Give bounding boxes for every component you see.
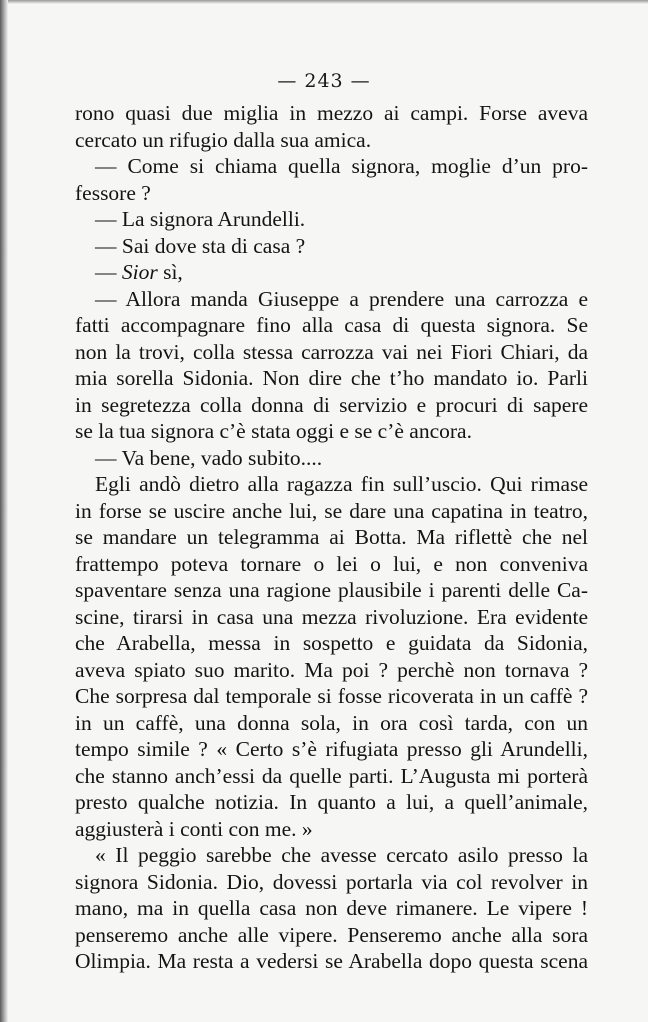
- text-line: in un caffè, una donna sola, in ora così tarda, con un: [75, 710, 588, 735]
- text-line: in segretezza colla donna di servizio e procuri di sapere: [75, 392, 588, 417]
- text-line: tempo simile ? « Certo s’è rifugiata presso gli Arundelli,: [75, 737, 588, 761]
- text-line: — Va bene, vado subito....: [95, 445, 323, 470]
- text-line: scine, tirarsi in casa una mezza rivoluzione. Era evidente: [75, 604, 588, 629]
- text-line: in forse se uscire anche lui, se dare una capatina in teatro,: [75, 498, 588, 523]
- page-top-shadow: [0, 0, 648, 4]
- text-line: penseremo anche alle vipere. Penseremo anche alla sora: [75, 922, 588, 947]
- text-line: fatti accompagnare fino alla casa di questa signora. Se: [75, 313, 588, 337]
- text-line: — Sai dove sta di casa ?: [95, 233, 306, 258]
- text-line: signora Sidonia. Dio, dovessi portarla via col revolver in: [75, 869, 588, 894]
- text-line: — Come si chiama quella signora, moglie d’un pro-: [95, 154, 588, 178]
- text-line: aveva spiato suo marito. Ma poi ? perchè non tornava ?: [75, 657, 588, 682]
- text-line: se mandare un telegramma ai Botta. Ma riflettè che nel: [75, 525, 588, 549]
- dash-prefix: —: [95, 260, 122, 284]
- text-line: [75, 259, 588, 286]
- text-line: mano, ma in quella casa non deve rimanere. Le vipere !: [75, 896, 588, 920]
- text-line: Olimpia. Ma resta a vedersi se Arabella dopo questa scena: [75, 949, 588, 973]
- page-binding-shadow: [0, 0, 8, 1022]
- text-line: frattempo poteva tornare o lei o lui, e non conveniva: [75, 551, 588, 576]
- text-line: spaventare senza una ragione plausibile i parenti delle Ca-: [75, 578, 588, 602]
- text-line: Che sorpresa dal temporale si fosse ricoverata in un caffè ?: [75, 684, 588, 708]
- text-line: Egli andò dietro alla ragazza fin sull’uscio. Qui rimase: [95, 472, 588, 496]
- text-line: rono quasi due miglia in mezzo ai campi. Forse aveva: [75, 101, 588, 125]
- text-line: — Allora manda Giuseppe a prendere una carrozza e: [95, 286, 588, 311]
- page-number: — 243 —: [277, 70, 371, 92]
- line-suffix: sì,: [157, 260, 183, 284]
- text-line: presto qualche notizia. In quanto a lui, a quell’animale,: [75, 790, 588, 814]
- text-line: se la tua signora c’è stata oggi e se c’è ancora.: [75, 419, 472, 443]
- text-line: mia sorella Sidonia. Non dire che t’ho mandato io. Parli: [75, 366, 588, 390]
- text-line: fessore ?: [75, 180, 151, 205]
- text-line: che Arabella, messa in sospetto e guidata da Sidonia,: [75, 631, 588, 655]
- text-line: cercato un rifugio dalla sua amica.: [75, 127, 372, 152]
- text-line: aggiusterà i conti con me. »: [75, 816, 313, 841]
- italic-word: Sior: [121, 260, 158, 284]
- text-line: non la trovi, colla stessa carrozza vai nei Fiori Chiari, da: [75, 339, 588, 364]
- text-line: « Il peggio sarebbe che avesse cercato asilo presso la: [95, 843, 588, 867]
- body-text: [75, 100, 588, 975]
- text-line: che stanno anch’essi da quelle parti. L’Augusta mi porterà: [75, 763, 588, 788]
- text-line: — La signora Arundelli.: [95, 207, 306, 231]
